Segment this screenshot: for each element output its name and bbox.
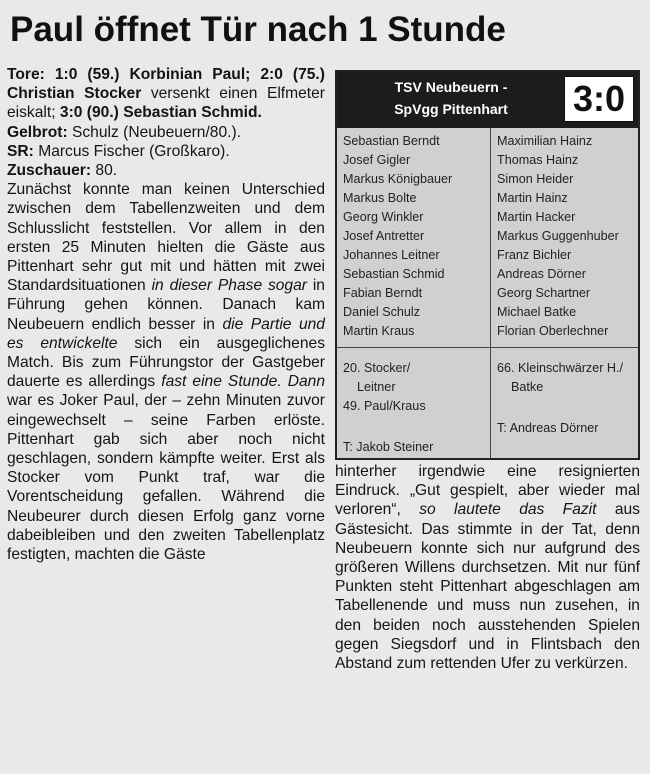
final-score: 3:0 <box>564 76 634 122</box>
away-player: Martin Hacker <box>497 210 576 224</box>
away-substitutions <box>497 359 637 397</box>
home-coach: T: Jakob Steiner <box>343 440 434 454</box>
goal3-score: 3:0 <box>59 104 83 122</box>
team-away: SpVgg Pittenhart <box>394 101 508 117</box>
home-player: Markus Königbauer <box>343 172 453 186</box>
away-player: Michael Batke <box>497 305 577 319</box>
zuschauer-value: 80. <box>95 162 118 180</box>
spectators-line <box>7 161 325 180</box>
box-header <box>337 72 638 128</box>
home-player: Daniel Schulz <box>343 305 421 319</box>
report-paragraph <box>7 180 325 564</box>
goal3-player: Sebastian Schmid. <box>123 104 262 122</box>
home-player: Josef Antretter <box>343 229 425 243</box>
report-text-2: in Führung gehen können. Danach kam Neubeuern endlich besser in <box>7 277 325 333</box>
gelbrot-value: Schulz (Neubeuern/80.). <box>71 123 242 141</box>
conclusion-italic: so lautete das Fazit <box>419 501 597 519</box>
report-text-1: Zunächst konnte man keinen Unterschied zwischen dem Tabellenzweiten und dem Schlusslicht feststellen. Vor allem in den ersten 25 Minuten hielten die Gäste aus Pittenhart sehr gut mit und hätten mit zwei Standardsituationen <box>7 181 325 295</box>
away-player: Franz Bichler <box>497 248 572 262</box>
sr-value: Marcus Fischer (Großkaro). <box>38 142 230 160</box>
report-text-3: sich ein ausgeglichenes Match. Bis zum Führungstor der Gastgeber dauerte es allerdings <box>7 334 325 391</box>
home-lineup <box>343 132 487 341</box>
conclusion-text-2: aus Gästesicht. Das stimmte in der Tat, denn Neubeuern konnte sich nur aufgrund des größeren Willens durchsetzen. Mit nur fünf Punkten steht Pittenhart abgeschlagen am Tabellenende und muss nun zusehen, in den beiden noch ausstehenden Spielen gegen Siegsdorf und in Flintsbach den Abstand zum rettenden Ufer zu verkürzen. <box>335 501 640 673</box>
goals-paragraph <box>7 65 325 123</box>
home-player: Sebastian Schmid <box>343 267 445 281</box>
away-coach: T: Andreas Dörner <box>497 421 599 435</box>
home-substitutions <box>343 359 487 416</box>
report-text-4: war es Joker Paul, der – zehn Minuten zuvor eingewechselt – seine Farben erlöste. Pittenhart gab sich aber noch nicht geschlagen, sondern kämpfte weiter. Erst als Stocker vom Punkt traf, war die Vorentscheidung gefallen. Während die Neubeurer durch diesen Erfolg ganz vorne dabeibleiben und den zweiten Tabellenplatz festigten, machten die Gäste <box>7 392 325 564</box>
goal2-note: versenkt einen Elfmeter eiskalt; <box>7 85 325 122</box>
home-player: Johannes Leitner <box>343 248 440 262</box>
away-player: Thomas Hainz <box>497 153 579 167</box>
home-player: Fabian Berndt <box>343 286 423 300</box>
away-player: Georg Schartner <box>497 286 591 300</box>
team-home: TSV Neubeuern - <box>394 79 508 95</box>
home-sub-1-out: Leitner <box>357 380 396 394</box>
left-column <box>7 65 325 564</box>
goal2-player: Christian Stocker <box>7 85 142 103</box>
sr-label: SR: <box>7 142 34 160</box>
conclusion-text-1: hinterher irgendwie eine resignierten Eindruck. „Gut gespielt, aber wieder mal verloren“, <box>335 463 640 519</box>
goal3-time: (90.) <box>86 104 119 122</box>
away-player: Maximilian Hainz <box>497 134 593 148</box>
report-italic-3: fast eine Stunde. Dann <box>161 373 325 391</box>
gelbrot-label: Gelbrot: <box>7 123 68 141</box>
away-sub-1-out: Batke <box>511 380 544 394</box>
report-italic-1: in dieser Phase sogar <box>151 277 307 295</box>
home-sub-1: 20. Stocker/ <box>343 361 411 375</box>
row-divider <box>337 347 638 348</box>
away-player: Markus Guggenhuber <box>497 229 619 243</box>
conclusion-paragraph <box>335 462 640 673</box>
home-sub-2: 49. Paul/Kraus <box>343 399 426 413</box>
goal1-score: 1:0 <box>54 66 78 83</box>
away-sub-1: 66. Kleinschwärzer H./ <box>497 361 623 375</box>
zuschauer-label: Zuschauer: <box>7 162 92 180</box>
goal1-time: (59.) <box>87 66 120 83</box>
away-player: Simon Heider <box>497 172 574 186</box>
home-player: Martin Kraus <box>343 324 415 338</box>
goal2-score: 2:0 <box>260 66 283 83</box>
match-teams <box>337 76 565 120</box>
home-player: Sebastian Berndt <box>343 134 440 148</box>
away-player: Florian Oberlechner <box>497 324 609 338</box>
referee-line <box>7 142 325 161</box>
goal1-player: Korbinian Paul; <box>129 66 251 83</box>
right-column <box>335 462 640 673</box>
home-player: Markus Bolte <box>343 191 417 205</box>
home-player: Josef Gigler <box>343 153 411 167</box>
tore-label: Tore: <box>7 66 45 83</box>
away-player: Andreas Dörner <box>497 267 586 281</box>
home-player: Georg Winkler <box>343 210 424 224</box>
report-italic-2: die Partie und es entwickelte <box>7 315 325 352</box>
column-divider <box>490 128 491 458</box>
goal2-time: (75.) <box>292 66 325 83</box>
lineup-box <box>335 70 640 460</box>
away-player: Martin Hainz <box>497 191 568 205</box>
away-lineup <box>497 132 637 341</box>
gelbrot-line <box>7 123 325 142</box>
headline: Paul öffnet Tür nach 1 Stunde <box>10 10 506 49</box>
